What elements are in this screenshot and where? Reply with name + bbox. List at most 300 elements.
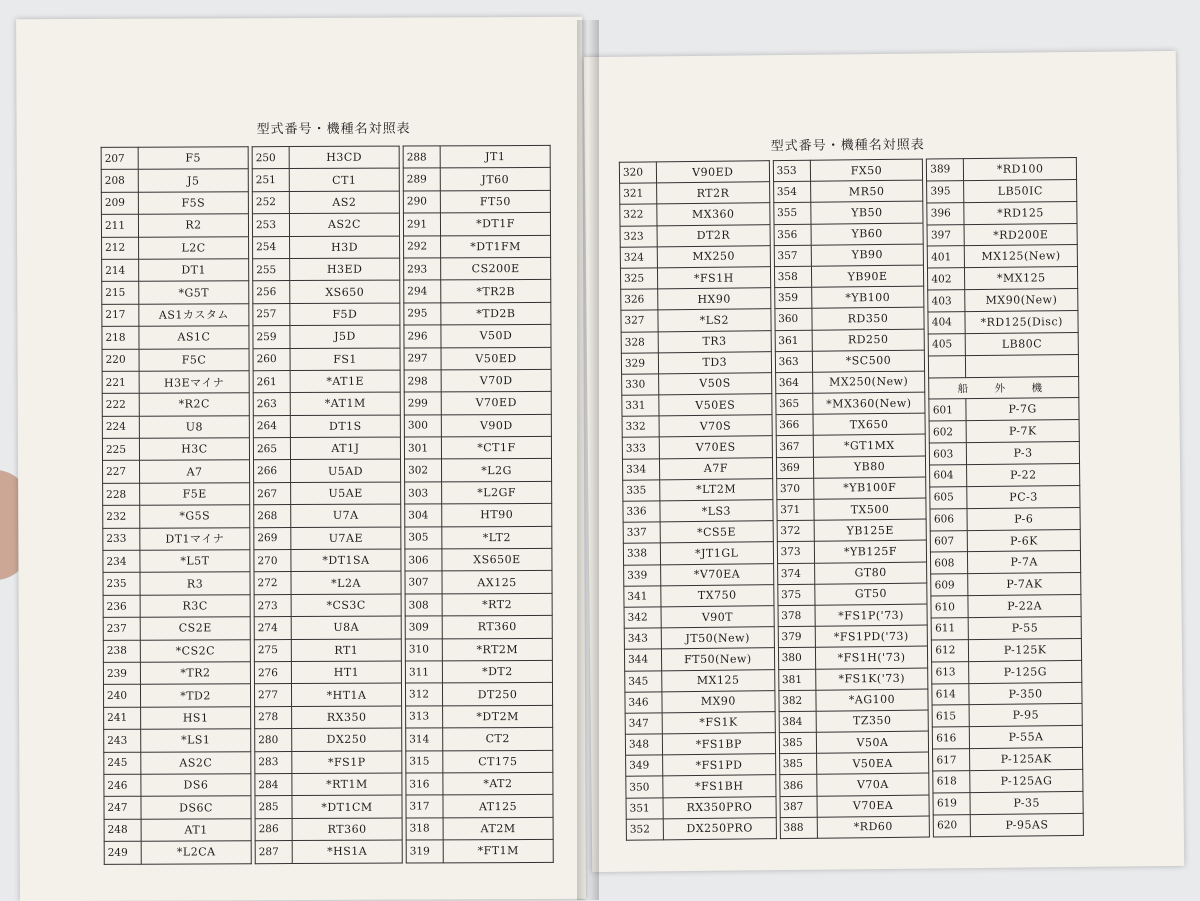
model-number: 263 (253, 393, 290, 416)
model-name: *FS1BH (663, 775, 776, 797)
model-number: 366 (776, 414, 813, 436)
model-number: 609 (931, 574, 968, 596)
table-row (102, 236, 249, 259)
model-number: 323 (620, 225, 657, 247)
table-row (778, 668, 928, 691)
table-row (777, 562, 927, 585)
model-name: *TR2B (441, 280, 551, 303)
table-row (775, 307, 925, 330)
model-number: 396 (927, 202, 964, 224)
table-row (403, 168, 550, 191)
model-number: 260 (253, 348, 290, 371)
table-row (624, 627, 774, 650)
model-number: 317 (406, 795, 443, 818)
model-table-column (772, 159, 930, 840)
model-name: FT50 (440, 190, 550, 213)
model-name: P-22 (967, 463, 1080, 486)
table-row (255, 706, 402, 729)
table-row (928, 245, 1078, 268)
table-row (780, 816, 930, 839)
table-row (774, 286, 924, 309)
model-name: MX90(New) (965, 289, 1078, 312)
model-name: RT360 (442, 616, 552, 639)
model-number: 345 (625, 670, 662, 692)
model-name: PC-3 (967, 485, 1080, 508)
model-name: XS650 (290, 280, 400, 303)
table-row (102, 348, 249, 371)
model-name: P-55 (968, 616, 1081, 639)
model-name: RX350PRO (663, 796, 776, 818)
model-number: 300 (404, 415, 441, 438)
model-name: P-7K (966, 420, 1079, 443)
table-row (622, 373, 772, 396)
table-row (254, 661, 401, 684)
table-row (255, 728, 402, 751)
table-row (775, 371, 925, 394)
model-name: HX90 (658, 288, 771, 310)
model-name: *FS1P('73) (815, 604, 928, 626)
model-name: F5E (140, 483, 250, 506)
model-number: 220 (102, 349, 139, 372)
model-name: F5C (139, 348, 249, 371)
model-number: 331 (622, 395, 659, 417)
table-row (621, 351, 771, 374)
table-row (101, 214, 248, 237)
model-number: 228 (103, 483, 140, 506)
model-number: 284 (255, 773, 292, 796)
model-name: *L2G (442, 459, 552, 482)
model-name: *RD200E (964, 223, 1077, 246)
model-number: 322 (620, 204, 657, 226)
model-number: 620 (934, 814, 971, 837)
model-number: 313 (406, 706, 443, 729)
model-number: 325 (620, 268, 657, 290)
model-number: 288 (403, 146, 440, 169)
model-name: U5AD (291, 460, 401, 483)
model-name: R3C (140, 595, 250, 618)
model-name: *CS3C (291, 594, 401, 617)
model-name: *YB125F (814, 540, 927, 562)
model-name: AT1 (141, 818, 251, 841)
table-row (103, 505, 250, 528)
model-name: H3Eマイナ (139, 371, 249, 394)
model-number: 359 (774, 287, 811, 309)
model-name: *CT1F (441, 436, 551, 459)
model-number: 360 (775, 309, 812, 331)
model-name: *R2C (139, 393, 249, 416)
table-row (621, 309, 771, 332)
left-page (16, 17, 586, 901)
table-row (779, 689, 929, 712)
model-name: A7 (140, 460, 250, 483)
table-row (406, 817, 553, 840)
table-row (253, 415, 400, 438)
model-name: *DT2 (442, 660, 552, 683)
table-row (773, 201, 923, 224)
model-name: AS2 (289, 191, 399, 214)
model-number: 330 (622, 374, 659, 396)
model-number: 301 (404, 437, 441, 460)
model-name: RD350 (812, 307, 925, 329)
model-name: U7A (291, 504, 401, 527)
model-name: *DT1CM (292, 795, 402, 818)
model-name: LB50IC (964, 179, 1077, 202)
model-name: F5D (290, 303, 400, 326)
table-row (932, 704, 1082, 727)
model-name: *V70EA (661, 563, 774, 585)
table-row (101, 169, 248, 192)
left-page-title: 型式番号・機種名対照表 (256, 121, 411, 138)
table-row (102, 259, 249, 282)
model-number: 615 (932, 705, 969, 727)
model-table-column (926, 157, 1084, 838)
table-row (933, 726, 1083, 749)
table-row (625, 733, 775, 756)
model-number: 222 (102, 394, 139, 417)
model-name: P-6K (968, 529, 1081, 552)
model-number: 387 (780, 796, 817, 818)
model-number: 264 (253, 415, 290, 438)
model-number: 604 (930, 465, 967, 487)
table-row (404, 235, 551, 258)
model-name: *RT2M (442, 638, 552, 661)
model-name: U5AE (291, 482, 401, 505)
model-name: H3D (290, 236, 400, 259)
model-number: 309 (405, 616, 442, 639)
book-gutter (577, 20, 599, 900)
model-name: AS1C (139, 326, 249, 349)
model-name: MX125(New) (965, 245, 1078, 268)
model-name: *FS1K('73) (815, 668, 928, 690)
model-number: 378 (778, 605, 815, 627)
table-row (931, 595, 1081, 618)
model-number: 385 (779, 732, 816, 754)
table-row (931, 616, 1081, 639)
model-name: XS650E (442, 548, 552, 571)
model-name: AT2M (443, 817, 553, 840)
model-name: CT1 (289, 168, 399, 191)
model-number: 334 (622, 458, 659, 480)
model-name: MX250(New) (812, 371, 925, 393)
model-number: 608 (931, 552, 968, 574)
model-number: 292 (404, 235, 441, 258)
model-name: V70D (441, 369, 551, 392)
model-name: CS200E (441, 257, 551, 280)
model-name: JT1 (440, 145, 550, 168)
model-name: JT60 (440, 168, 550, 191)
model-number: 208 (101, 170, 138, 193)
model-name: P-125K (969, 638, 1082, 661)
model-number: 385 (779, 753, 816, 775)
model-number: 364 (775, 372, 812, 394)
model-name: V50D (441, 325, 551, 348)
model-name: V70ED (441, 392, 551, 415)
model-number: 370 (776, 478, 813, 500)
model-number: 302 (405, 459, 442, 482)
model-name: *DT1SA (291, 549, 401, 572)
table-row (928, 332, 1078, 355)
model-name: U8A (291, 616, 401, 639)
table-row (779, 710, 929, 733)
model-name: V70ES (659, 436, 772, 458)
model-name: MX360 (657, 203, 770, 225)
model-number: 261 (253, 370, 290, 393)
model-number: 270 (254, 550, 291, 573)
model-number: 326 (621, 289, 658, 311)
model-name: J5 (138, 169, 248, 192)
table-row (255, 795, 402, 818)
model-number: 341 (624, 586, 661, 608)
table-row (104, 818, 251, 841)
model-table-column (252, 146, 403, 864)
model-number: 316 (406, 773, 443, 796)
model-number: 607 (931, 530, 968, 552)
table-row (779, 731, 929, 754)
table-row (932, 660, 1082, 683)
table-row (405, 683, 552, 706)
model-number: 277 (254, 684, 291, 707)
model-number: 233 (103, 528, 140, 551)
model-number: 614 (932, 683, 969, 705)
table-row (927, 157, 1077, 180)
model-number: 308 (405, 594, 442, 617)
model-number: 211 (101, 214, 138, 237)
model-number: 267 (254, 482, 291, 505)
model-name: *RD125(Disc) (965, 310, 1078, 333)
table-row (254, 549, 401, 572)
table-row (406, 772, 553, 795)
model-number: 293 (404, 258, 441, 281)
model-name: FT50(New) (661, 648, 774, 670)
table-row (405, 616, 552, 639)
model-number: 386 (779, 775, 816, 797)
table-row (928, 267, 1078, 290)
model-number: 349 (626, 755, 663, 777)
model-name: TD3 (658, 351, 771, 373)
model-number: 367 (776, 436, 813, 458)
table-row (929, 420, 1079, 443)
table-row (405, 571, 552, 594)
table-row (773, 180, 923, 203)
model-name: MR50 (810, 180, 923, 202)
model-name: *LS2 (658, 309, 771, 331)
model-name: P-6 (967, 507, 1080, 530)
model-name: V50ES (659, 394, 772, 416)
model-number: 350 (626, 776, 663, 798)
model-number: 375 (777, 584, 814, 606)
model-number: 603 (930, 443, 967, 465)
model-name: *MX125 (965, 267, 1078, 290)
table-row (626, 775, 776, 798)
model-number: 235 (103, 573, 140, 596)
model-number: 358 (774, 266, 811, 288)
model-number: 232 (103, 505, 140, 528)
model-number: 373 (777, 542, 814, 564)
table-row (621, 330, 771, 353)
table-row (933, 769, 1083, 792)
table-row (102, 371, 249, 394)
model-name: *RT1M (292, 773, 402, 796)
table-row (620, 182, 770, 205)
model-name: *HS1A (292, 840, 402, 863)
table-row (930, 507, 1080, 530)
table-row (933, 748, 1083, 771)
model-name: DT1S (290, 415, 400, 438)
table-row (104, 706, 251, 729)
model-name (966, 354, 1079, 377)
table-row (252, 168, 399, 191)
table-row (405, 548, 552, 571)
model-name: *FS1H (657, 267, 770, 289)
model-name: V50A (816, 731, 929, 753)
table-row (620, 203, 770, 226)
model-number: 403 (928, 290, 965, 312)
model-name: RT2R (657, 182, 770, 204)
table-row (103, 483, 250, 506)
table-row (253, 280, 400, 303)
model-name: V70EA (817, 795, 930, 817)
model-name: *RD60 (817, 816, 930, 838)
model-name: DX250PRO (663, 817, 776, 839)
model-number: 217 (102, 304, 139, 327)
table-row (254, 460, 401, 483)
model-number: 273 (254, 594, 291, 617)
model-name: HS1 (141, 706, 251, 729)
model-number: 352 (626, 819, 663, 841)
model-number: 299 (404, 392, 441, 415)
table-row (622, 415, 772, 438)
table-row (620, 224, 770, 247)
table-row (253, 437, 400, 460)
model-name: *CS5E (660, 521, 773, 543)
table-row (622, 457, 772, 480)
model-name: GT80 (814, 562, 927, 584)
table-row (778, 604, 928, 627)
model-name: YB125E (814, 519, 927, 541)
model-name: *L2GF (442, 481, 552, 504)
model-number: 238 (103, 640, 140, 663)
table-row (406, 705, 553, 728)
model-name: R2 (138, 214, 248, 237)
model-name: *LT2 (442, 526, 552, 549)
model-name: MX90 (662, 690, 775, 712)
model-number: 611 (931, 618, 968, 640)
table-row (404, 369, 551, 392)
model-number: 245 (104, 752, 141, 775)
model-name: P-7G (966, 398, 1079, 421)
table-row (405, 593, 552, 616)
model-number: 253 (252, 214, 289, 237)
model-name: *FT1M (443, 840, 553, 863)
table-row (779, 773, 929, 796)
model-name: P-125AK (970, 748, 1083, 771)
table-row (930, 442, 1080, 465)
model-number: 356 (774, 224, 811, 246)
model-name: H3CD (289, 146, 399, 169)
table-row (928, 289, 1078, 312)
table-row (102, 393, 249, 416)
model-name: V50ED (441, 347, 551, 370)
model-name: TX750 (661, 584, 774, 606)
model-name: V70A (816, 773, 929, 795)
table-row (255, 818, 402, 841)
model-name: AS2C (289, 213, 399, 236)
model-name: *TD2B (441, 302, 551, 325)
model-name: *RD100 (964, 157, 1077, 180)
model-name: *TD2 (140, 684, 250, 707)
model-number: 314 (406, 728, 443, 751)
table-row (405, 660, 552, 683)
model-name: V90ED (656, 161, 769, 183)
model-number: 295 (404, 303, 441, 326)
table-row (930, 463, 1080, 486)
model-name: YB90 (811, 244, 924, 266)
model-number: 613 (932, 661, 969, 683)
table-row (626, 817, 776, 840)
table-row (103, 595, 250, 618)
model-name: *SC500 (812, 350, 925, 372)
table-row (623, 478, 773, 501)
table-row (103, 662, 250, 685)
model-name: DT1 (139, 259, 249, 282)
model-number: 315 (406, 750, 443, 773)
model-name: FS1 (290, 348, 400, 371)
table-row (933, 791, 1083, 814)
model-number: 365 (775, 393, 812, 415)
table-row (623, 521, 773, 544)
right-page-title: 型式番号・機種名対照表 (770, 137, 925, 155)
model-number: 388 (780, 817, 817, 839)
table-row (255, 840, 402, 863)
table-row (931, 529, 1081, 552)
table-row (403, 213, 550, 236)
model-number: 342 (624, 607, 661, 629)
table-row (404, 257, 551, 280)
table-row (624, 584, 774, 607)
table-row (620, 245, 770, 268)
model-name: *GT1MX (813, 435, 926, 457)
table-row (103, 460, 250, 483)
model-name: RT1 (291, 639, 401, 662)
table-row (104, 729, 251, 752)
model-name: MX250 (657, 245, 770, 267)
model-number: 294 (404, 280, 441, 303)
model-name: DX250 (292, 728, 402, 751)
model-name: *JT1GL (660, 542, 773, 564)
table-row (406, 750, 553, 773)
model-number: 212 (102, 237, 139, 260)
model-number: 612 (932, 640, 969, 662)
model-name: DT250 (442, 683, 552, 706)
model-number: 320 (619, 162, 656, 184)
model-number: 207 (101, 147, 138, 170)
model-name: HT90 (442, 504, 552, 527)
model-name: *G5T (139, 281, 249, 304)
model-number: 234 (103, 550, 140, 573)
model-number: 298 (404, 370, 441, 393)
model-name: *YB100 (811, 286, 924, 308)
model-number: 246 (104, 774, 141, 797)
table-row (102, 438, 249, 461)
model-name: *CS2C (140, 639, 250, 662)
table-row (404, 280, 551, 303)
table-row (404, 347, 551, 370)
model-number: 318 (406, 818, 443, 841)
model-name: MX125 (662, 669, 775, 691)
model-name: FX50 (810, 159, 923, 181)
model-number: 278 (255, 706, 292, 729)
model-name: AS2C (141, 751, 251, 774)
